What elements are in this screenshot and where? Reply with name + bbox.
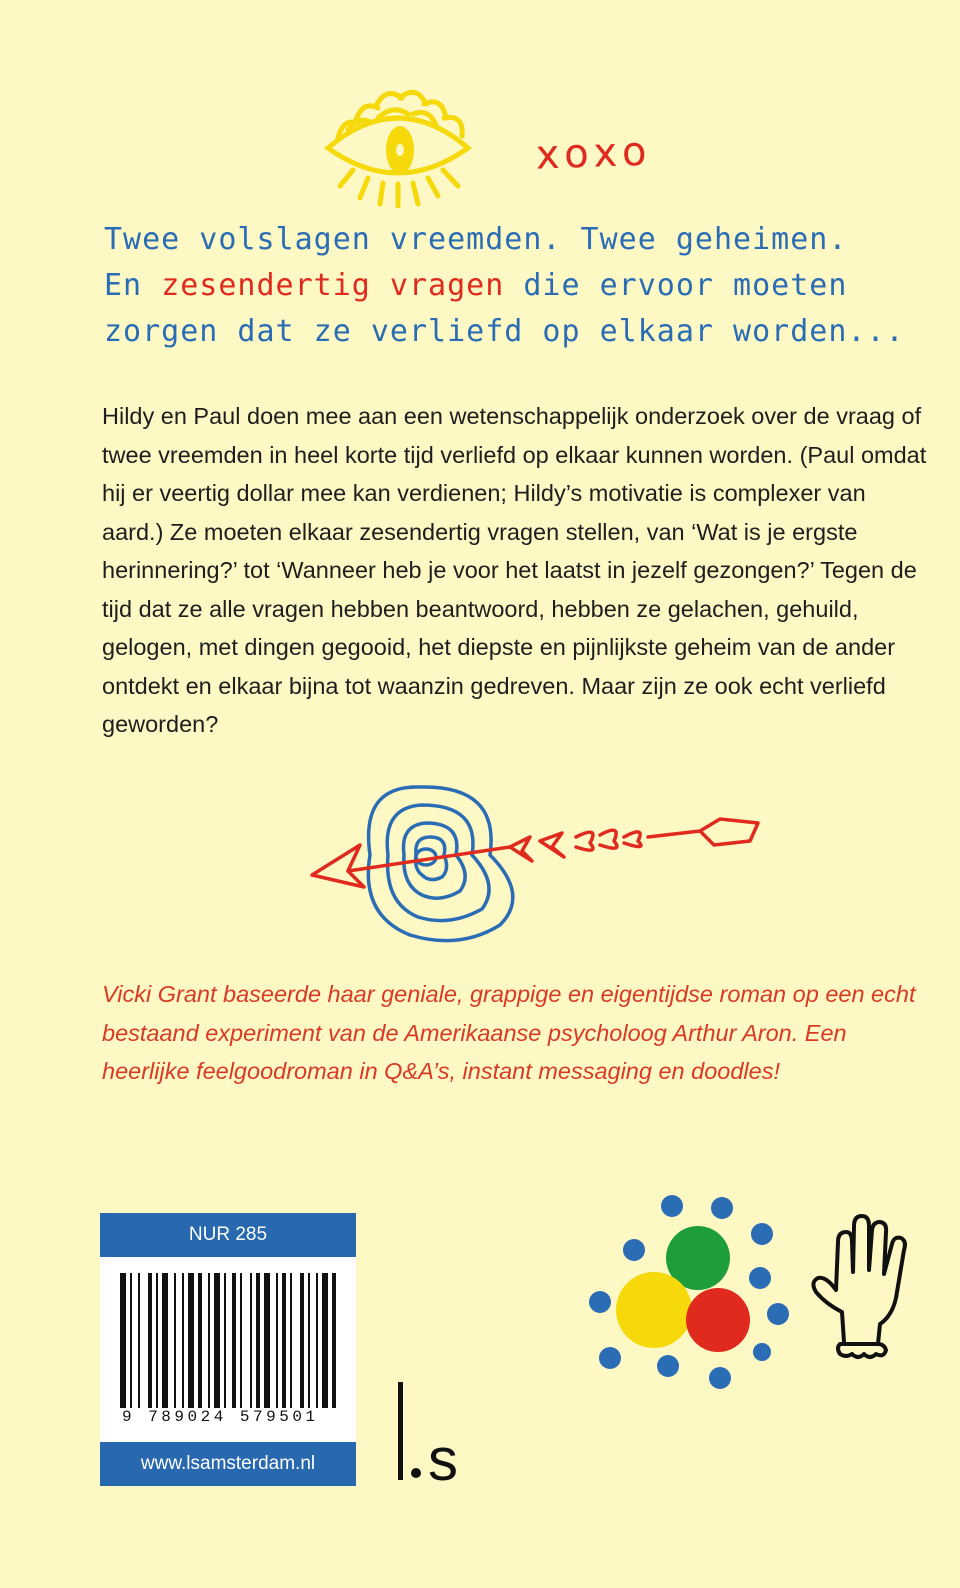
eye-doodle-icon bbox=[318, 78, 478, 208]
barcode-box bbox=[100, 1213, 356, 1486]
tagline-highlight: zesendertig vragen bbox=[161, 268, 505, 303]
barcode-bar bbox=[256, 1273, 260, 1408]
barcode-bar bbox=[148, 1273, 152, 1408]
nur-label: NUR 285 bbox=[100, 1213, 356, 1257]
barcode-bar bbox=[290, 1273, 292, 1408]
barcode-bar bbox=[300, 1273, 304, 1408]
arrow-target-doodle-icon bbox=[300, 775, 770, 950]
barcode-bar bbox=[174, 1273, 176, 1408]
svg-text:s: s bbox=[428, 1426, 458, 1490]
book-blurb bbox=[102, 397, 932, 744]
barcode-bar bbox=[188, 1273, 194, 1408]
praise-text: Vicki Grant baseerde haar geniale, grappige en eigentijdse roman op een echt bestaand experiment van de Amerikaanse psycholoog Arthur Aron. Een heerlijke feelgoodroman in Q&A’s, instant messaging en doodles! bbox=[102, 981, 916, 1084]
barcode-bar bbox=[276, 1273, 278, 1408]
glove-hand-doodle-icon bbox=[806, 1212, 916, 1372]
barcode-bar bbox=[130, 1273, 132, 1408]
tagline-line-2-end: die ervoor moeten bbox=[523, 268, 848, 303]
barcode-bar bbox=[250, 1273, 252, 1408]
barcode-bar bbox=[198, 1273, 202, 1408]
barcode-bar bbox=[282, 1273, 286, 1408]
barcode-bar bbox=[138, 1273, 140, 1408]
barcode-bar bbox=[182, 1273, 184, 1408]
barcode-bar bbox=[316, 1273, 318, 1408]
barcode-bar bbox=[332, 1273, 336, 1408]
barcode-bar bbox=[214, 1273, 220, 1408]
barcode-bar bbox=[162, 1273, 168, 1408]
barcode-bar bbox=[224, 1273, 226, 1408]
barcode-bar bbox=[232, 1273, 236, 1408]
barcode-bar bbox=[308, 1273, 310, 1408]
tagline-line-3: zorgen dat ze verliefd op elkaar worden... bbox=[104, 314, 905, 349]
tagline-line-2 bbox=[104, 268, 884, 303]
tagline-line-2-start: En bbox=[104, 268, 143, 303]
barcode-bar bbox=[120, 1273, 126, 1408]
colored-dots-doodle-icon bbox=[580, 1190, 800, 1400]
blurb-text: Hildy en Paul doen mee aan een wetenschappelijk onderzoek over de vraag of twee vreemden in heel korte tijd verliefd op elkaar kunnen worden. (Paul omdat hij er veertig dollar mee kan verdienen; Hildy’s motivatie is complexer van aard.) Ze moeten elkaar zesendertig vragen stellen, van ‘Wat is je ergste herinnering?’ tot ‘Wanneer heb je voor het laatst in jezelf gezongen?’ Tegen de tijd dat ze alle vragen hebben beantwoord, hebben ze gelachen, gehuild, gelogen, met dingen gegooid, het diepste en pijnlijkste geheim van de ander ontdekt en elkaar bijna tot waanzin gedreven. Maar zijn ze ook echt verliefd geworden? bbox=[102, 403, 927, 737]
barcode-bar bbox=[240, 1273, 242, 1408]
barcode-bar bbox=[208, 1273, 210, 1408]
barcode-bar bbox=[156, 1273, 158, 1408]
barcode-bar bbox=[322, 1273, 328, 1408]
isbn-digits: 9 789024 579501 bbox=[122, 1408, 319, 1426]
barcode-bar bbox=[264, 1273, 270, 1408]
publisher-logo bbox=[394, 1380, 474, 1490]
tagline-line-1: Twee volslagen vreemden. Twee geheimen. bbox=[104, 222, 848, 257]
publisher-url: www.lsamsterdam.nl bbox=[100, 1442, 356, 1486]
barcode-icon bbox=[120, 1273, 336, 1408]
xoxo-doodle: xoxo bbox=[534, 128, 654, 179]
